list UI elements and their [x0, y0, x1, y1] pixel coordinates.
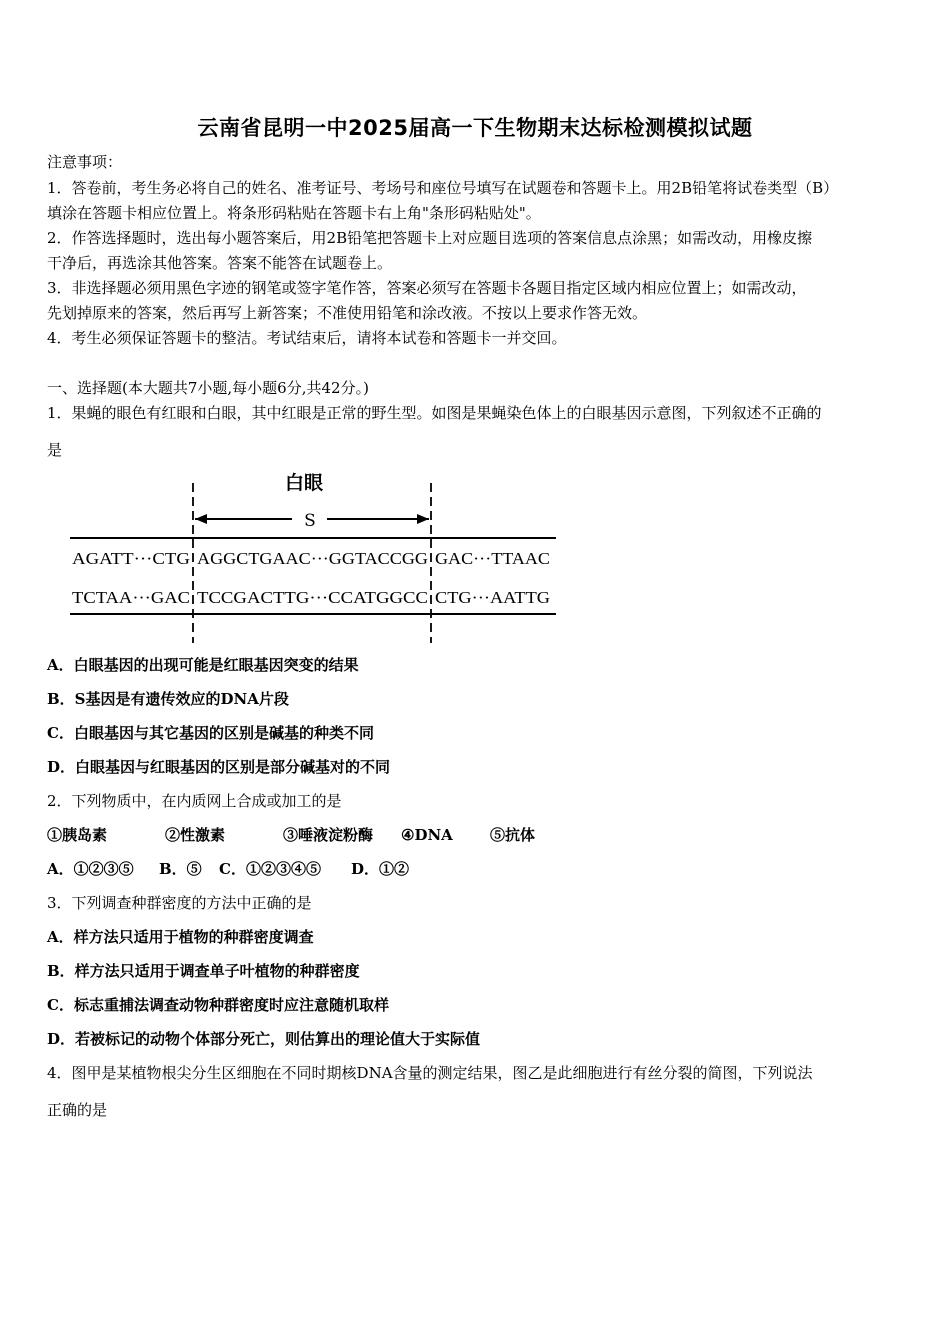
notice-item-1a: 1．答卷前，考生务必将自己的姓名、准考证号、考场号和座位号填写在试题卷和答题卡上。用2B铅笔将试卷类型（B） [47, 179, 839, 197]
white-eye-gene-diagram [68, 465, 558, 645]
span-label: S [304, 511, 316, 531]
q4-stem-line2: 正确的是 [47, 1101, 108, 1119]
notice-item-1b: 填涂在答题卡相应位置上。将条形码粘贴在答题卡右上角"条形码粘贴处"。 [47, 204, 541, 222]
q2-item-1: ①胰岛素 [47, 826, 108, 844]
strand-bottom-left: TCTAA···GAC [72, 588, 190, 607]
page-title: 云南省昆明一中2025届高一下生物期末达标检测模拟试题 [197, 116, 753, 140]
q1-stem-line2: 是 [47, 441, 63, 459]
q3-option-c: C．标志重捕法调查动物种群密度时应注意随机取样 [47, 996, 389, 1014]
arrowhead-left [195, 514, 207, 524]
strand-bottom-gene: TCCGACTTG···CCATGGCC [197, 588, 428, 607]
gene-label: 白眼 [284, 472, 324, 494]
strand-top-gene: AGGCTGAAC···GGTACCGG [197, 549, 428, 568]
q3-option-a: A．样方法只适用于植物的种群密度调查 [47, 928, 314, 946]
q2-choices [47, 859, 409, 879]
strand-top-right: GAC···TTAAC [435, 549, 550, 568]
q1-stem-line1: 1．果蝇的眼色有红眼和白眼，其中红眼是正常的野生型。如图是果蝇染色体上的白眼基因示意图，下列叙述不正确的 [47, 404, 822, 422]
notice-item-2b: 干净后，再选涂其他答案。答案不能答在试题卷上。 [47, 254, 393, 272]
strand-top-left: AGATT···CTG [72, 549, 190, 568]
section-heading: 一、选择题(本大题共7小题,每小题6分,共42分。) [47, 379, 369, 397]
notice-item-3b: 先划掉原来的答案，然后再写上新答案；不准使用铅笔和涂改液。不按以上要求作答无效。 [47, 304, 648, 322]
q1-option-a: A．白眼基因的出现可能是红眼基因突变的结果 [47, 656, 359, 674]
q2-choice-d: D．①② [351, 860, 410, 878]
q2-stem: 2．下列物质中，在内质网上合成或加工的是 [47, 792, 342, 810]
q1-option-b: B．S基因是有遗传效应的DNA片段 [47, 690, 289, 708]
q1-option-d: D．白眼基因与红眼基因的区别是部分碱基对的不同 [47, 758, 391, 776]
q2-item-4: ④DNA [401, 826, 453, 844]
q2-choice-a: A．①②③⑤ [47, 860, 134, 878]
q3-option-d: D．若被标记的动物个体部分死亡，则估算出的理论值大于实际值 [47, 1030, 481, 1048]
strand-bottom-right: CTG···AATTG [435, 588, 550, 607]
q2-choice-c: C．①②③④⑤ [219, 860, 321, 878]
arrowhead-right [417, 514, 429, 524]
notice-item-4: 4．考生必须保证答题卡的整洁。考试结束后，请将本试卷和答题卡一并交回。 [47, 329, 567, 347]
q3-option-b: B．样方法只适用于调查单子叶植物的种群密度 [47, 962, 360, 980]
notice-item-3a: 3．非选择题必须用黑色字迹的钢笔或签字笔作答，答案必须写在答题卡各题目指定区域内相应位置上；如需改动， [47, 279, 807, 297]
notice-heading: 注意事项： [47, 153, 123, 171]
q2-choice-b: B．⑤ [159, 860, 202, 878]
q1-option-c: C．白眼基因与其它基因的区别是碱基的种类不同 [47, 724, 374, 742]
q2-item-5: ⑤抗体 [490, 826, 536, 844]
q2-item-2: ②性激素 [165, 826, 226, 844]
q4-stem-line1: 4．图甲是某植物根尖分生区细胞在不同时期核DNA含量的测定结果，图乙是此细胞进行有丝分裂的简图，下列说法 [47, 1064, 813, 1082]
notice-item-2a: 2．作答选择题时，选出每小题答案后，用2B铅笔把答题卡上对应题目选项的答案信息点涂黑；如需改动，用橡皮擦 [47, 229, 813, 247]
q2-items [47, 825, 535, 845]
q2-item-3: ③唾液淀粉酶 [283, 826, 374, 844]
q3-stem: 3．下列调查种群密度的方法中正确的是 [47, 894, 312, 912]
